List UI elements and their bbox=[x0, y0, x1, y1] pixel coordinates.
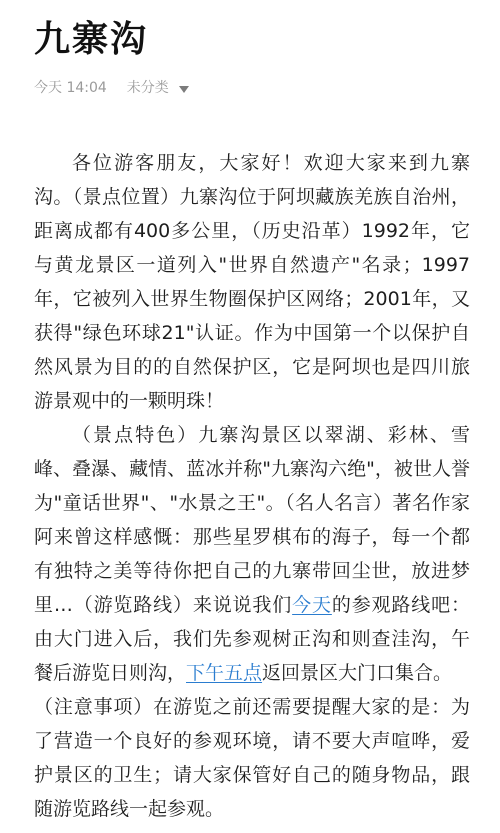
category-label: 未分类 bbox=[126, 80, 169, 96]
time-link-5pm[interactable]: 下午五点 bbox=[186, 662, 263, 684]
paragraph-intro bbox=[34, 146, 470, 418]
paragraph-features-text-c: 返回景区大门口集合。 bbox=[262, 662, 453, 684]
paragraph-features-text-a: （景点特色）九寨沟景区以翠湖、彩林、雪峰、叠瀑、藏情、蓝冰并称"九寨沟六绝"，被世人誉为"童话世界"、"水景之王"。（名人名言）著名作家阿来曾这样感慨：那些星罗棋布的海子，每一个都有独特之美等待你把自己的九寨带回尘世，放进梦里…（游览路线）来说说我们 bbox=[34, 424, 470, 616]
paragraph-notice bbox=[34, 690, 470, 826]
caret-down-icon bbox=[179, 86, 189, 93]
paragraph-notice-text: （注意事项）在游览之前还需要提醒大家的是：为了营造一个良好的参观环境，请不要大声喧哗，爱护景区的卫生；请大家保管好自己的随身物品，跟随游览路线一起参观。 bbox=[34, 696, 470, 820]
date-link-today[interactable]: 今天 bbox=[292, 594, 332, 616]
paragraph-features-text-b: 的参观路线吧：由大门进入后，我们先参观树正沟和则查洼沟，午餐后游览日则沟， bbox=[34, 594, 470, 684]
note-meta bbox=[34, 78, 189, 98]
paragraph-features bbox=[34, 418, 470, 690]
note-body[interactable] bbox=[34, 146, 470, 826]
timestamp: 今天 14:04 bbox=[34, 80, 107, 96]
category-dropdown[interactable] bbox=[127, 78, 189, 98]
paragraph-intro-text: 各位游客朋友，大家好！欢迎大家来到九寨沟。（景点位置）九寨沟位于阿坝藏族羌族自治州，距离成都有400多公里，（历史沿革）1992年，它与黄龙景区一道列入"世界自然遗产"名录；1997年，它被列入世界生物圈保护区网络；2001年，又获得"绿色环球21"认证。作为中国第一个以保护自然风景为目的的自然保护区，它是阿坝也是四川旅游景观中的一颗明珠！ bbox=[34, 152, 470, 412]
note-title[interactable]: 九寨沟 bbox=[34, 19, 149, 60]
